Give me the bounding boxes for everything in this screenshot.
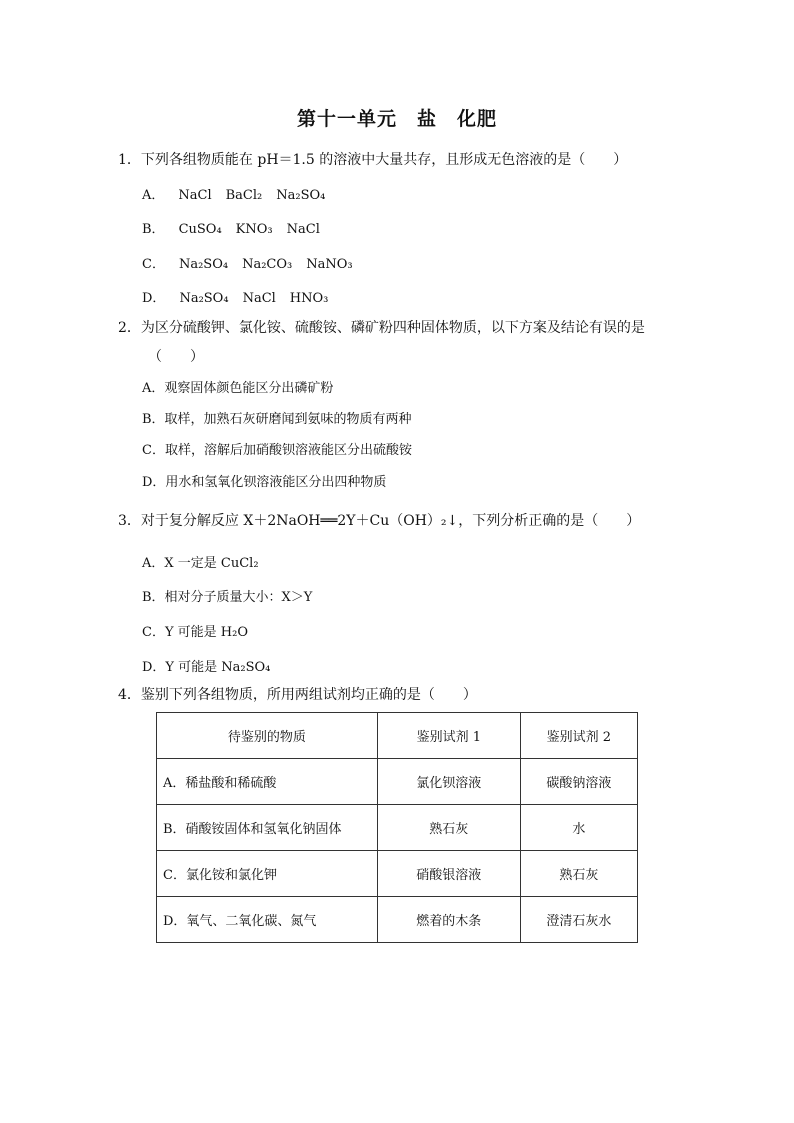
table-row [157, 897, 638, 943]
q2-option-a: A．观察固体颜色能区分出磷矿粉 [142, 381, 334, 396]
option-item: NaCl [178, 188, 212, 203]
q1-option-b [142, 221, 334, 239]
table-row [157, 805, 638, 851]
option-label: C． [142, 257, 165, 272]
table-row [157, 851, 638, 897]
question-4-stem: 4．鉴别下列各组物质，所用两组试剂均正确的是（ ） [118, 687, 477, 703]
reagent-table [156, 712, 638, 943]
table-header-row [157, 713, 638, 759]
q2-option-b: B．取样，加熟石灰研磨闻到氨味的物质有两种 [142, 412, 412, 427]
table-cell: C．氯化铵和氯化钾 [157, 851, 378, 897]
table-cell: B．硝酸铵固体和氢氧化钠固体 [157, 805, 378, 851]
q1-option-d [142, 290, 342, 308]
option-item: NaNO₃ [306, 257, 353, 272]
option-label: D． [142, 291, 166, 306]
option-label: B． [142, 222, 165, 237]
table-header: 鉴别试剂 1 [377, 713, 520, 759]
q1-option-a [142, 187, 339, 205]
q1-option-c [142, 256, 367, 274]
option-item: Na₂SO₄ [178, 257, 229, 272]
table-cell: A．稀盐酸和稀硫酸 [157, 759, 378, 805]
table-cell: 硝酸银溶液 [377, 851, 520, 897]
table-cell: 水 [520, 805, 637, 851]
q2-option-d: D．用水和氢氧化钡溶液能区分出四种物质 [142, 475, 387, 490]
option-item: Na₂SO₄ [276, 188, 326, 203]
table-cell: 碳酸钠溶液 [520, 759, 637, 805]
table-cell: 澄清石灰水 [520, 897, 637, 943]
question-3-stem: 3．对于复分解反应 X＋2NaOH══2Y＋Cu（OH）₂↓，下列分析正确的是（ ） [118, 513, 641, 529]
table-header: 待鉴别的物质 [157, 713, 378, 759]
option-item: NaCl [286, 222, 320, 237]
table-cell: 熟石灰 [377, 805, 520, 851]
option-item: Na₂SO₄ [179, 291, 229, 306]
option-item: HNO₃ [289, 291, 329, 306]
q3-option-b: B．相对分子质量大小：X＞Y [142, 590, 313, 605]
page-title: 第十一单元 盐 化肥 [296, 108, 497, 130]
table-cell: 氯化钡溶液 [377, 759, 520, 805]
question-2-stem-cont: （ ） [148, 349, 204, 365]
q2-option-c: C．取样，溶解后加硝酸钡溶液能区分出硫酸铵 [142, 443, 412, 458]
option-item: NaCl [242, 291, 276, 306]
question-2-stem: 2．为区分硫酸钾、氯化铵、硫酸铵、磷矿粉四种固体物质，以下方案及结论有误的是 [118, 320, 645, 336]
table-header: 鉴别试剂 2 [520, 713, 637, 759]
option-item: KNO₃ [235, 222, 273, 237]
table-cell: D．氧气、二氧化碳、氮气 [157, 897, 378, 943]
table-row [157, 759, 638, 805]
table-cell: 熟石灰 [520, 851, 637, 897]
q3-option-a: A．X 一定是 CuCl₂ [142, 556, 259, 571]
option-item: Na₂CO₃ [242, 257, 293, 272]
q3-option-c: C．Y 可能是 H₂O [142, 625, 248, 640]
question-1-stem: 1．下列各组物质能在 pH＝1.5 的溶液中大量共存，且形成无色溶液的是（ ） [118, 152, 628, 168]
option-item: CuSO₄ [178, 222, 222, 237]
option-item: BaCl₂ [225, 188, 263, 203]
option-label: A． [142, 188, 165, 203]
q3-option-d: D．Y 可能是 Na₂SO₄ [142, 660, 271, 675]
table-cell: 燃着的木条 [377, 897, 520, 943]
